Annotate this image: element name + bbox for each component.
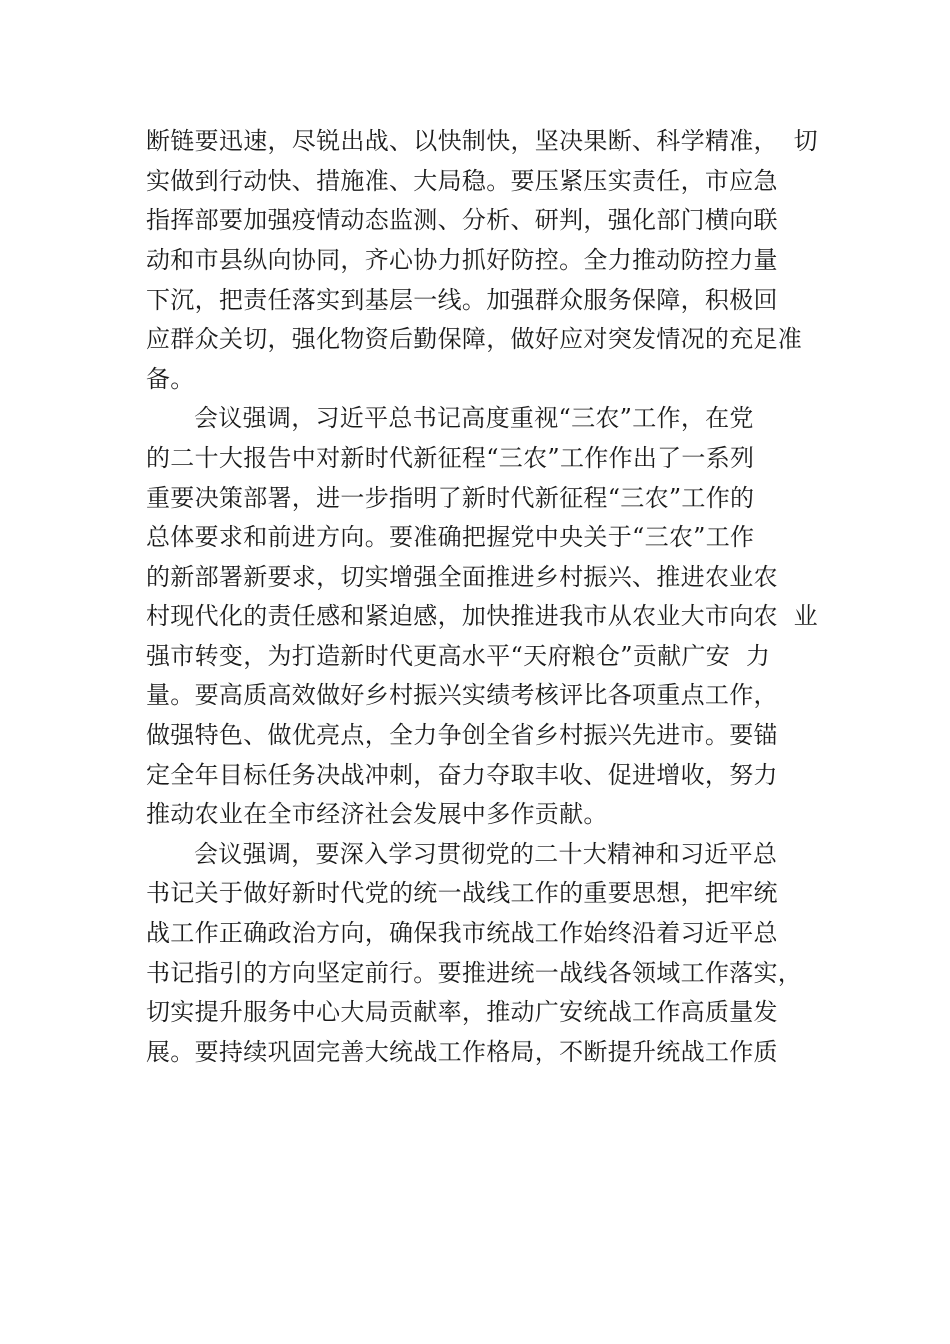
text-line: 下沉，把责任落实到基层一线。加强群众服务保障，积极回: [146, 286, 778, 314]
text-line: 备。: [146, 365, 195, 393]
text-line: 的新部署新要求，切实增强全面推进乡村振兴、推进农业农: [146, 563, 778, 591]
text-line: 战工作正确政治方向，确保我市统战工作始终沿着习近平总: [146, 919, 778, 947]
paragraph-first-line: 会议强调，习近平总书记高度重视“三农”工作，在党: [194, 404, 754, 432]
text-line: 定全年目标任务决战冲刺，奋力夺取丰收、促进增收，努力: [146, 761, 778, 789]
text-line: 指挥部要加强疫情动态监测、分析、研判，强化部门横向联: [146, 206, 778, 234]
paragraph-first-line: 会议强调，要深入学习贯彻党的二十大精神和习近平总: [194, 840, 778, 868]
text-line: 量。要高质高效做好乡村振兴实绩考核评比各项重点工作，: [146, 681, 778, 709]
text-line: 重要决策部署，进一步指明了新时代新征程“三农”工作的: [146, 484, 755, 512]
text-line: 书记关于做好新时代党的统一战线工作的重要思想，把牢统: [146, 879, 778, 907]
text-line: 应群众关切，强化物资后勤保障，做好应对突发情况的充足准: [146, 325, 803, 353]
text-line: 做强特色、做优亮点，全力争创全省乡村振兴先进市。要锚: [146, 721, 778, 749]
text-line: 展。要持续巩固完善大统战工作格局，不断提升统战工作质: [146, 1038, 778, 1066]
text-line: 的二十大报告中对新时代新征程“三农”工作作出了一系列: [146, 444, 755, 472]
text-line: 村现代化的责任感和紧迫感，加快推进我市从农业大市向农 业: [146, 602, 818, 630]
text-line: 书记指引的方向坚定前行。要推进统一战线各领域工作落实，: [146, 959, 803, 987]
text-line: 强市转变，为打造新时代更高水平“天府粮仓”贡献广安 力: [146, 642, 771, 670]
text-line: 推动农业在全市经济社会发展中多作贡献。: [146, 800, 608, 828]
text-line: 实做到行动快、措施准、大局稳。要压紧压实责任，市应急: [146, 167, 778, 195]
text-line: 动和市县纵向协同，齐心协力抓好防控。全力推动防控力量: [146, 246, 778, 274]
text-line: 断链要迅速，尽锐出战、以快制快，坚决果断、科学精准， 切: [146, 127, 818, 155]
text-line: 切实提升服务中心大局贡献率，推动广安统战工作高质量发: [146, 998, 778, 1026]
text-line: 总体要求和前进方向。要准确把握党中央关于“三农”工作: [146, 523, 755, 551]
